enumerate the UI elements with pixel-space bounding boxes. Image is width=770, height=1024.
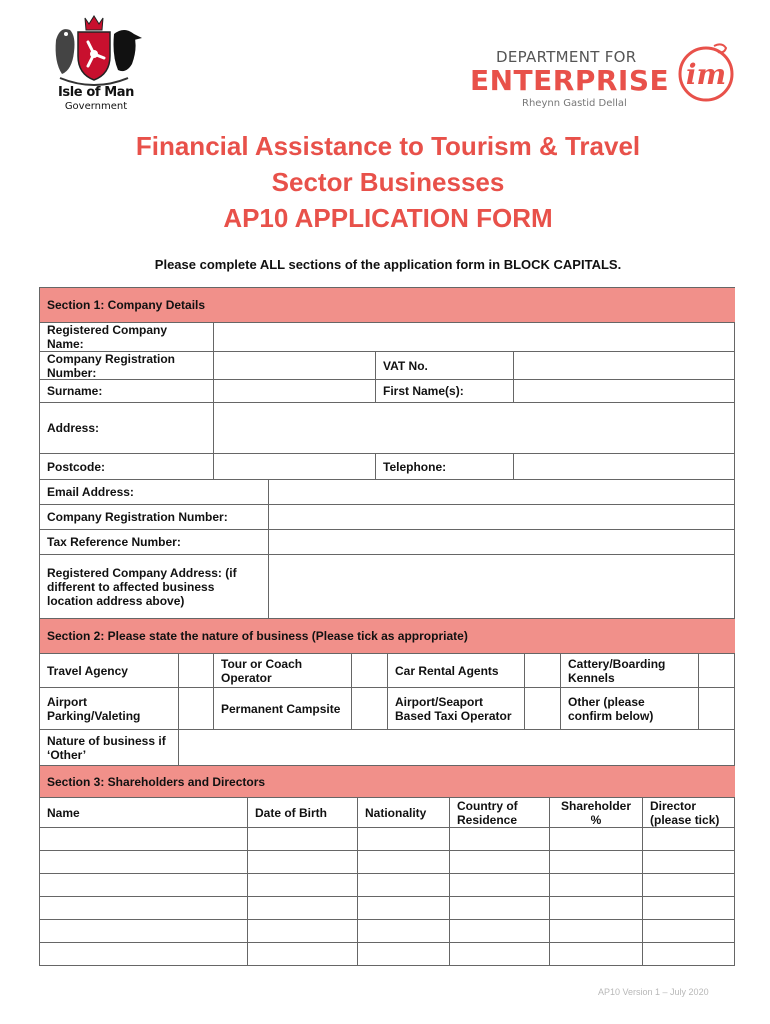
nature-other-field[interactable] bbox=[179, 730, 735, 766]
shareholder-row-1-nationality-field[interactable] bbox=[358, 828, 450, 851]
option-car-rental-label: Car Rental Agents bbox=[388, 654, 525, 688]
registered-address-field[interactable] bbox=[269, 555, 735, 619]
email-field[interactable] bbox=[269, 480, 735, 505]
option-airport-parking-label: Airport Parking/Valeting bbox=[40, 688, 179, 730]
shareholder-row-2-director-field[interactable] bbox=[643, 851, 735, 874]
option-other-label: Other (please confirm below) bbox=[561, 688, 699, 730]
department-line3: Rheynn Gastid Dellal bbox=[522, 98, 627, 109]
shareholder-row-3-director-field[interactable] bbox=[643, 874, 735, 897]
shareholder-row-3-residence-field[interactable] bbox=[450, 874, 550, 897]
tax-reference-label: Tax Reference Number: bbox=[40, 530, 269, 555]
section-2-heading: Section 2: Please state the nature of business (Please tick as appropriate) bbox=[40, 619, 735, 654]
government-subtitle: Government bbox=[64, 101, 128, 112]
title-line-3: AP10 APPLICATION FORM bbox=[223, 203, 553, 233]
shareholder-row-3-nationality-field[interactable] bbox=[358, 874, 450, 897]
surname-field[interactable] bbox=[214, 380, 376, 403]
form-instructions: Please complete ALL sections of the application form in BLOCK CAPITALS. bbox=[154, 257, 622, 272]
surname-label: Surname: bbox=[40, 380, 214, 403]
shareholder-row-4-shareholder-field[interactable] bbox=[550, 897, 643, 920]
vat-field[interactable] bbox=[514, 352, 735, 380]
shareholder-row-5-shareholder-field[interactable] bbox=[550, 920, 643, 943]
option-car-rental-checkbox[interactable] bbox=[525, 654, 561, 688]
im-mark-text: im bbox=[685, 58, 727, 91]
shareholder-row-2-dob-field[interactable] bbox=[248, 851, 358, 874]
first-name-label: First Name(s): bbox=[376, 380, 514, 403]
shareholder-row-5-director-field[interactable] bbox=[643, 920, 735, 943]
col-name-header: Name bbox=[40, 798, 248, 828]
telephone-label: Telephone: bbox=[376, 454, 514, 480]
application-form-table bbox=[39, 287, 735, 966]
vat-label: VAT No. bbox=[376, 352, 514, 380]
address-label: Address: bbox=[40, 403, 214, 454]
title-line-2: Sector Businesses bbox=[271, 167, 505, 197]
shareholder-row-3-dob-field[interactable] bbox=[248, 874, 358, 897]
tax-reference-field[interactable] bbox=[269, 530, 735, 555]
option-tour-coach-checkbox[interactable] bbox=[352, 654, 388, 688]
shareholder-row-6-shareholder-field[interactable] bbox=[550, 943, 643, 965]
shareholder-row-2-nationality-field[interactable] bbox=[358, 851, 450, 874]
col-director-header: Director (please tick) bbox=[643, 798, 735, 828]
option-taxi-label: Airport/Seaport Based Taxi Operator bbox=[388, 688, 525, 730]
version-footer: AP10 Version 1 – July 2020 bbox=[598, 987, 709, 997]
col-dob-header: Date of Birth bbox=[248, 798, 358, 828]
shareholder-row-6-director-field[interactable] bbox=[643, 943, 735, 965]
shareholder-row-3-name-field[interactable] bbox=[40, 874, 248, 897]
option-other-checkbox[interactable] bbox=[699, 688, 735, 730]
shareholder-row-3-shareholder-field[interactable] bbox=[550, 874, 643, 897]
company-registration-2-field[interactable] bbox=[269, 505, 735, 530]
company-registration-field[interactable] bbox=[214, 352, 376, 380]
shareholder-row-5-name-field[interactable] bbox=[40, 920, 248, 943]
postcode-field[interactable] bbox=[214, 454, 376, 480]
title-line-1: Financial Assistance to Tourism & Travel bbox=[135, 131, 641, 161]
shareholder-row-1-director-field[interactable] bbox=[643, 828, 735, 851]
nature-other-label: Nature of business if ‘Other’ bbox=[40, 730, 179, 766]
col-shareholder-header: Shareholder % bbox=[550, 798, 643, 828]
telephone-field[interactable] bbox=[514, 454, 735, 480]
company-registration-2-label: Company Registration Number: bbox=[40, 505, 269, 530]
option-travel-agency-label: Travel Agency bbox=[40, 654, 179, 688]
department-line2: ENTERPRISE bbox=[470, 64, 670, 97]
section-3-heading: Section 3: Shareholders and Directors bbox=[40, 766, 735, 798]
registered-address-label: Registered Company Address: (if different to affected business location address above) bbox=[40, 555, 269, 619]
postcode-label: Postcode: bbox=[40, 454, 214, 480]
company-registration-label: Company Registration Number: bbox=[40, 352, 214, 380]
shareholder-row-4-residence-field[interactable] bbox=[450, 897, 550, 920]
option-tour-coach-label: Tour or Coach Operator bbox=[214, 654, 352, 688]
option-cattery-label: Cattery/Boarding Kennels bbox=[561, 654, 699, 688]
shareholder-row-2-shareholder-field[interactable] bbox=[550, 851, 643, 874]
department-logo bbox=[470, 38, 670, 118]
shareholder-row-4-director-field[interactable] bbox=[643, 897, 735, 920]
shareholder-row-4-dob-field[interactable] bbox=[248, 897, 358, 920]
shareholder-row-4-name-field[interactable] bbox=[40, 897, 248, 920]
address-field[interactable] bbox=[214, 403, 735, 454]
shareholder-row-6-residence-field[interactable] bbox=[450, 943, 550, 965]
shareholder-row-6-dob-field[interactable] bbox=[248, 943, 358, 965]
col-nationality-header: Nationality bbox=[358, 798, 450, 828]
email-label: Email Address: bbox=[40, 480, 269, 505]
shareholder-row-5-nationality-field[interactable] bbox=[358, 920, 450, 943]
first-name-field[interactable] bbox=[514, 380, 735, 403]
option-cattery-checkbox[interactable] bbox=[699, 654, 735, 688]
shareholder-row-2-residence-field[interactable] bbox=[450, 851, 550, 874]
shareholder-row-1-dob-field[interactable] bbox=[248, 828, 358, 851]
shareholder-row-1-name-field[interactable] bbox=[40, 828, 248, 851]
company-name-label: Registered Company Name: bbox=[40, 323, 214, 352]
shareholder-row-5-residence-field[interactable] bbox=[450, 920, 550, 943]
company-name-field[interactable] bbox=[214, 323, 735, 352]
section-1-heading: Section 1: Company Details bbox=[40, 288, 735, 323]
shareholder-row-6-nationality-field[interactable] bbox=[358, 943, 450, 965]
option-travel-agency-checkbox[interactable] bbox=[179, 654, 214, 688]
department-line1: DEPARTMENT FOR bbox=[496, 48, 637, 66]
government-name: Isle of Man bbox=[57, 85, 135, 100]
shareholder-row-6-name-field[interactable] bbox=[40, 943, 248, 965]
option-campsite-checkbox[interactable] bbox=[352, 688, 388, 730]
col-residence-header: Country of Residence bbox=[450, 798, 550, 828]
im-brand-icon bbox=[670, 40, 744, 102]
shareholder-row-1-residence-field[interactable] bbox=[450, 828, 550, 851]
option-taxi-checkbox[interactable] bbox=[525, 688, 561, 730]
option-campsite-label: Permanent Campsite bbox=[214, 688, 352, 730]
shareholder-row-2-name-field[interactable] bbox=[40, 851, 248, 874]
shareholder-row-5-dob-field[interactable] bbox=[248, 920, 358, 943]
option-airport-parking-checkbox[interactable] bbox=[179, 688, 214, 730]
shareholder-row-1-shareholder-field[interactable] bbox=[550, 828, 643, 851]
shareholder-row-4-nationality-field[interactable] bbox=[358, 897, 450, 920]
